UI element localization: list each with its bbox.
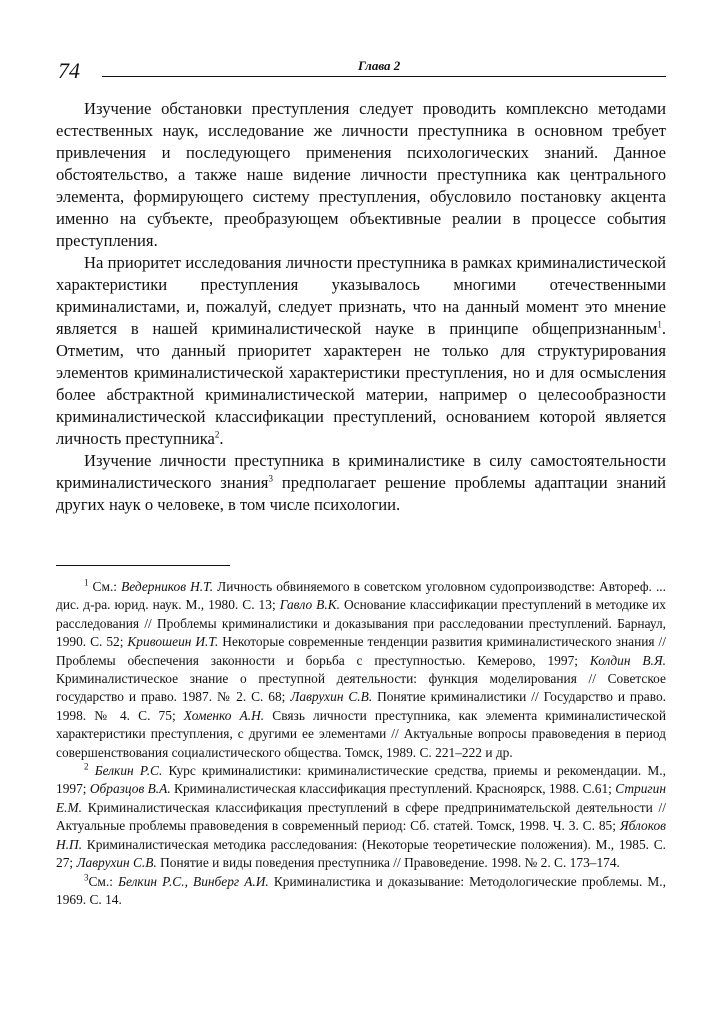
footnote-2-text: Криминалистическая классификация преступлений в сфере предпринимательской деятельности // Актуальные проблемы правоведения в современный период: Сб. статей. Томск, 1998. Ч. 3. С. 85; <box>56 799 666 834</box>
footnote-author: Лаврухин С.В. <box>76 855 157 871</box>
footnote-separator <box>56 565 230 566</box>
page-header <box>58 58 666 88</box>
paragraph-3 <box>56 450 666 516</box>
footnote-ref-3[interactable]: 3 <box>268 473 273 484</box>
footnote-author: Яблоков Н.П. <box>56 818 666 852</box>
footnote-author: Белкин Р.С., Винберг А.И. <box>118 873 269 889</box>
footnote-mark-3: 3 <box>84 872 89 883</box>
page-number: 74 <box>58 58 80 83</box>
paragraph-3-part-b: предполагает решение проблемы адаптации знаний других наук о человеке, в том числе психологии. <box>56 473 666 514</box>
paragraph-1 <box>56 98 666 252</box>
footnote-1-text: Связь личности преступника, как элемента криминалистической характеристики преступления, с другими ее элементами // Актуальные вопросы правоведения в период совершенствования социалистического общества. Томск, 1989. С. 221–222 и др. <box>56 707 666 760</box>
footnote-author: Гавло В.К. <box>279 597 340 613</box>
footnote-author: Хоменко А.Н. <box>183 707 265 723</box>
footnote-2-text: Понятие и виды поведения преступника // Правоведение. 1998. № 2. С. 173–174. <box>156 855 620 871</box>
footnote-2-text: Курс криминалистики: криминалистические средства, приемы и рекомендации. М., 1997; <box>56 763 666 797</box>
footnote-3 <box>56 873 666 910</box>
footnote-2-text: Криминалистическая классификация преступлений. Красноярск, 1988. С.61; <box>170 781 616 797</box>
footnote-1-text: Понятие криминалистики // Государство и право. 1998. № 4. С. 75; <box>56 689 666 723</box>
footnote-author: Ведерников Н.Т. <box>121 579 214 594</box>
footnote-author: Белкин Р.С. <box>94 763 163 779</box>
footnote-ref-1[interactable]: 1 <box>657 319 662 330</box>
paragraph-1-text: Изучение обстановки преступления следует проводить комплексно методами естественных наук, исследование же личности преступника в основном требует привлечения и последующего применения психологических знаний. Данное обстоятельство, а также наше видение личности преступника как центрального элемента, формирующего систему преступления, обусловило постановку акцента именно на субъекте, преобразующем объективные реалии в процессе события преступления. <box>56 99 666 250</box>
paragraph-2 <box>56 252 666 450</box>
footnote-2 <box>56 762 666 872</box>
footnote-author: Стригин Е.М. <box>56 781 666 815</box>
footnote-3-text: Криминалистика и доказывание: Методологические проблемы. М., 1969. С. 14. <box>56 873 667 907</box>
paragraph-2-part-c: . <box>219 429 224 448</box>
paragraph-2-part-a: На приоритет исследования личности преступника в рамках криминалистической характеристики преступления указывалось многими отечественными криминалистами, и, пожалуй, следует признать, что на данный момент это мнение является в нашей криминалистической науке в принципе общепризнанным <box>56 253 666 338</box>
footnote-author: Образцов В.А. <box>89 781 171 797</box>
footnote-author: Лаврухин С.В. <box>290 689 373 705</box>
footnote-mark-1: 1 <box>84 577 89 588</box>
footnote-author: Колдин В.Я. <box>589 652 667 668</box>
footnote-1-text: Личность обвиняемого в советском уголовном судопроизводстве: Автореф. ... дис. д-ра. юрид. наук. М., 1980. С. 13; <box>56 579 666 613</box>
header-rule <box>102 76 666 77</box>
footnote-2-text: Криминалистическая методика расследования: (Некоторые теоретические положения). М., 1985. С. 27; <box>56 836 666 871</box>
footnote-1-text: См.: <box>88 579 122 594</box>
main-text <box>56 98 666 516</box>
footnote-mark-2: 2 <box>84 761 89 772</box>
footnote-1 <box>56 578 666 762</box>
footnote-1-text: Основание классификации преступлений в методике их расследования // Проблемы криминалистики и доказывания при расследовании преступлений. Барнаул, 1990. С. 52; <box>56 597 667 650</box>
footnote-ref-2[interactable]: 2 <box>214 429 220 440</box>
footnote-3-text: См.: <box>88 873 119 889</box>
footnote-1-text: Некоторые современные тенденции развития криминалистического знания // Проблемы обеспечения законности и борьба с преступностью. Кемерово, 1997; <box>56 634 666 668</box>
paragraph-3-part-a: Изучение личности преступника в криминалистике в силу самостоятельности криминалистического знания <box>56 451 666 492</box>
footnote-author: Кривошеин И.Т. <box>127 634 219 650</box>
paragraph-2-part-b: . Отметим, что данный приоритет характерен не только для структурирования элементов криминалистической характеристики преступления, но и для осмысления более абстрактной криминалистической материи, например о целесообразности криминалистической классификации преступлений, основанием которой является личность преступника <box>56 319 666 448</box>
running-head: Глава 2 <box>358 58 401 73</box>
footnotes <box>56 578 666 909</box>
footnote-1-text: Криминалистическое знание о преступной деятельности: функция моделирования // Советское государство и право. 1987. № 2. С. 68; <box>56 671 666 705</box>
